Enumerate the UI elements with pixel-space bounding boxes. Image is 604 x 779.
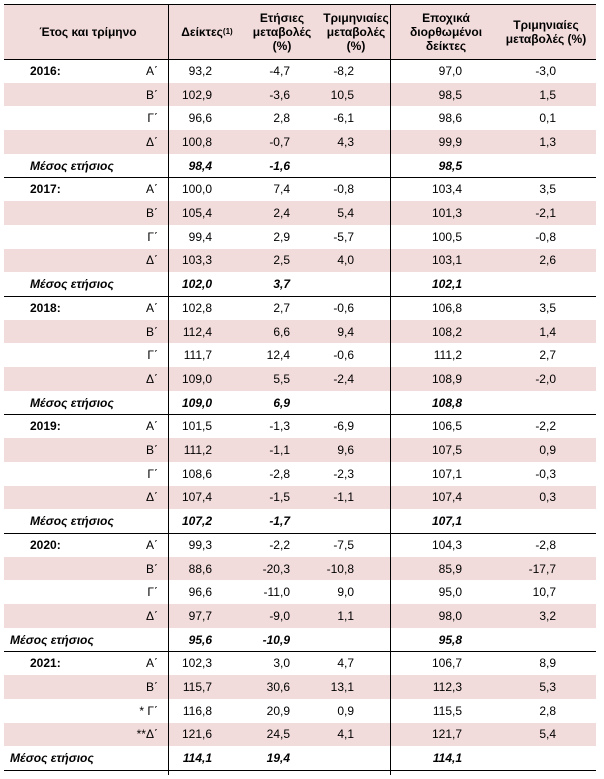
cell-idx: 111,7	[183, 348, 212, 363]
avg-idx: 102,0	[181, 277, 212, 292]
cell-saq: 2,7	[539, 348, 556, 363]
cell-sa: 99,9	[438, 134, 462, 149]
quarter-label: **Δ΄	[136, 727, 158, 742]
cell-saq: -3,0	[535, 63, 556, 78]
cell-sa: 104,3	[431, 537, 462, 552]
table-row	[4, 462, 596, 486]
cell-idx: 99,4	[188, 229, 212, 244]
cell-ann: -2,2	[269, 537, 290, 552]
cell-ann: 2,5	[273, 253, 290, 268]
quarter-label: Β΄	[146, 680, 158, 695]
cell-ann: 2,7	[273, 300, 290, 315]
cell-ann: -3,6	[269, 87, 290, 102]
avg-ann: -1,6	[269, 158, 290, 173]
table-row	[4, 83, 596, 107]
quarter-label: Δ΄	[145, 253, 158, 268]
quarter-label: Γ΄	[147, 348, 158, 363]
table-row	[4, 675, 596, 699]
cell-qtr: 4,0	[337, 253, 354, 268]
quarter-label: Δ΄	[145, 608, 158, 623]
cell-saq: -0,8	[535, 229, 556, 244]
annual-average-row	[4, 154, 596, 179]
table-row	[4, 557, 596, 581]
annual-average-row	[4, 628, 596, 653]
avg-sa: 98,5	[438, 158, 462, 173]
cell-idx: 97,7	[188, 608, 212, 623]
cell-sa: 121,7	[431, 727, 462, 742]
quarter-label: Α΄	[146, 63, 158, 78]
cell-qtr: -0,8	[333, 182, 354, 197]
cell-saq: 2,6	[539, 253, 556, 268]
cell-qtr: 4,1	[337, 727, 354, 742]
cell-qtr: 0,9	[337, 703, 354, 718]
avg-ann: 19,4	[266, 751, 290, 766]
cell-sa: 106,5	[431, 419, 462, 434]
table-header	[4, 4, 596, 60]
divider-line	[390, 4, 391, 775]
header-index-footnote: (1)	[222, 27, 233, 36]
cell-sa: 100,5	[431, 229, 462, 244]
cell-qtr: -5,7	[333, 229, 354, 244]
quarter-label: Δ΄	[145, 134, 158, 149]
cell-ann: -4,7	[269, 63, 290, 78]
table-row	[4, 343, 596, 367]
quarter-label: * Γ΄	[139, 703, 158, 718]
cell-idx: 103,3	[181, 253, 212, 268]
avg-idx: 114,1	[182, 751, 212, 766]
cell-saq: -2,8	[535, 537, 556, 552]
table-row	[4, 130, 596, 154]
cell-saq: -2,2	[535, 419, 556, 434]
cell-ann: 3,0	[273, 656, 290, 671]
cell-saq: -0,3	[535, 466, 556, 481]
cell-qtr: -1,1	[333, 490, 354, 505]
cell-idx: 101,5	[181, 419, 212, 434]
avg-ann: -10,9	[262, 632, 290, 647]
annual-average-label: Μέσος ετήσιος	[10, 632, 94, 647]
table-row	[4, 533, 596, 557]
year-label: 2017:	[30, 182, 61, 197]
avg-idx: 98,4	[188, 158, 212, 173]
cell-saq: 5,4	[539, 727, 556, 742]
cell-saq: 5,3	[539, 680, 556, 695]
table-row	[4, 59, 596, 83]
cell-saq: 1,3	[539, 134, 556, 149]
cell-ann: 20,9	[266, 703, 290, 718]
table-row	[4, 296, 596, 320]
cell-sa: 112,3	[432, 680, 462, 695]
table-row	[4, 106, 596, 130]
cell-qtr: 9,0	[337, 585, 354, 600]
cell-idx: 111,2	[183, 443, 212, 458]
annual-average-label: Μέσος ετήσιος	[10, 751, 94, 766]
cell-idx: 88,6	[188, 561, 212, 576]
table-row	[4, 486, 596, 510]
cell-ann: -11,0	[263, 585, 290, 600]
quarter-label: Α΄	[146, 656, 158, 671]
cell-idx: 109,0	[181, 371, 212, 386]
cell-idx: 102,8	[181, 300, 212, 315]
cell-idx: 105,4	[181, 206, 212, 221]
quarter-label: Β΄	[146, 443, 158, 458]
table-row	[4, 580, 596, 604]
header-quarterly-change: Τριμηνιαίες μεταβολές (%)	[323, 11, 389, 53]
cell-ann: 30,6	[266, 680, 290, 695]
cell-qtr: -2,4	[333, 371, 354, 386]
cell-ann: 24,5	[266, 727, 290, 742]
table-row	[4, 604, 596, 628]
table-row	[4, 415, 596, 439]
cell-saq: 3,2	[539, 608, 556, 623]
cell-saq: 1,5	[539, 87, 556, 102]
cell-idx: 102,3	[181, 656, 212, 671]
cell-saq: 0,1	[539, 111, 556, 126]
cell-ann: -1,5	[269, 490, 290, 505]
cell-qtr: -0,6	[333, 348, 354, 363]
cell-qtr: -7,5	[333, 537, 354, 552]
quarter-label: Δ΄	[145, 371, 158, 386]
cell-qtr: -0,6	[333, 300, 354, 315]
cell-sa: 106,8	[431, 300, 462, 315]
cell-ann: 2,4	[273, 206, 290, 221]
cell-idx: 116,8	[182, 703, 212, 718]
cell-qtr: 4,7	[337, 656, 354, 671]
annual-average-row	[4, 746, 596, 771]
avg-sa: 107,1	[431, 514, 462, 529]
cell-qtr: 4,3	[337, 134, 354, 149]
cell-sa: 98,0	[438, 608, 462, 623]
year-label: 2016:	[30, 63, 61, 78]
cell-idx: 102,9	[181, 87, 212, 102]
avg-idx: 109,0	[181, 395, 212, 410]
cell-qtr: 5,4	[337, 206, 354, 221]
cell-idx: 121,6	[181, 727, 212, 742]
cell-sa: 101,3	[431, 206, 462, 221]
cell-sa: 111,2	[433, 348, 462, 363]
cell-ann: 5,5	[273, 371, 290, 386]
cell-qtr: -10,8	[326, 561, 354, 576]
header-sa-index: Εποχικά διορθωμένοι δείκτες	[409, 11, 483, 53]
cell-ann: 6,6	[273, 324, 290, 339]
table-row	[4, 201, 596, 225]
cell-sa: 95,0	[438, 585, 462, 600]
cell-sa: 108,2	[431, 324, 462, 339]
quarter-label: Α΄	[146, 182, 158, 197]
annual-average-label: Μέσος ετήσιος	[30, 158, 114, 173]
annual-average-label: Μέσος ετήσιος	[30, 395, 114, 410]
cell-qtr: -2,3	[333, 466, 354, 481]
year-label: 2018:	[30, 300, 61, 315]
cell-saq: 1,4	[539, 324, 556, 339]
cell-sa: 103,4	[431, 182, 462, 197]
cell-saq: -2,1	[535, 206, 556, 221]
quarter-label: Β΄	[146, 561, 158, 576]
cell-qtr: 10,5	[330, 87, 354, 102]
header-index	[170, 5, 244, 59]
cell-idx: 93,2	[188, 63, 212, 78]
avg-ann: 6,9	[273, 395, 290, 410]
table-row	[4, 178, 596, 202]
cell-saq: 2,8	[539, 703, 556, 718]
cell-idx: 115,7	[182, 680, 212, 695]
header-index-label: Δείκτες	[181, 25, 223, 39]
cell-idx: 100,0	[181, 182, 212, 197]
cell-ann: 7,4	[273, 182, 290, 197]
avg-sa: 108,8	[431, 395, 462, 410]
cell-sa: 115,5	[432, 703, 462, 718]
cell-qtr: 13,1	[330, 680, 354, 695]
cell-ann: 2,8	[273, 111, 290, 126]
annual-average-row	[4, 509, 596, 534]
quarter-label: Α΄	[146, 537, 158, 552]
annual-average-label: Μέσος ετήσιος	[30, 514, 114, 529]
cell-idx: 99,3	[188, 537, 212, 552]
divider-line	[168, 4, 169, 775]
cell-sa: 103,1	[431, 253, 462, 268]
cell-qtr: 9,6	[337, 443, 354, 458]
cell-qtr: -6,9	[333, 419, 354, 434]
header-year-quarter: Έτος και τρίμηνο	[39, 25, 137, 39]
table-row	[4, 249, 596, 273]
cell-sa: 106,7	[431, 656, 462, 671]
cell-ann: -9,0	[269, 608, 290, 623]
cell-ann: -1,3	[269, 419, 290, 434]
cell-ann: 12,4	[266, 348, 290, 363]
year-label: 2019:	[30, 419, 61, 434]
table-row	[4, 438, 596, 462]
cell-ann: -2,8	[269, 466, 290, 481]
header-sa-quarterly-change: Τριμηνιαίες μεταβολές (%)	[505, 18, 587, 46]
table-row	[4, 699, 596, 723]
cell-sa: 107,5	[431, 443, 462, 458]
cell-idx: 96,6	[188, 111, 212, 126]
cell-saq: 3,5	[539, 182, 556, 197]
header-annual-change: Ετήσιες μεταβολές (%)	[252, 11, 312, 53]
table-row	[4, 225, 596, 249]
quarter-label: Δ΄	[145, 490, 158, 505]
cell-ann: -0,7	[269, 134, 290, 149]
quarter-label: Β΄	[146, 324, 158, 339]
cell-ann: 2,9	[273, 229, 290, 244]
cell-sa: 98,6	[438, 111, 462, 126]
cell-sa: 85,9	[438, 561, 462, 576]
quarter-label: Γ΄	[147, 585, 158, 600]
annual-average-row	[4, 272, 596, 297]
cell-sa: 97,0	[438, 63, 462, 78]
cell-qtr: -8,2	[333, 63, 354, 78]
quarter-label: Α΄	[146, 300, 158, 315]
year-label: 2020:	[30, 537, 61, 552]
avg-sa: 102,1	[431, 277, 462, 292]
cell-idx: 112,4	[182, 324, 212, 339]
cell-sa: 107,1	[431, 466, 462, 481]
cell-saq: 10,7	[532, 585, 556, 600]
avg-ann: -1,7	[269, 514, 290, 529]
cell-sa: 108,9	[431, 371, 462, 386]
cell-sa: 98,5	[438, 87, 462, 102]
table-row	[4, 367, 596, 391]
year-label: 2021:	[30, 656, 61, 671]
quarter-label: Α΄	[146, 419, 158, 434]
cell-saq: 8,9	[539, 656, 556, 671]
avg-sa: 95,8	[438, 632, 462, 647]
avg-sa: 114,1	[432, 751, 462, 766]
cell-saq: -17,7	[528, 561, 556, 576]
cell-saq: -2,0	[535, 371, 556, 386]
cell-idx: 107,4	[181, 490, 212, 505]
quarter-label: Γ΄	[147, 466, 158, 481]
cell-saq: 0,3	[539, 490, 556, 505]
cell-idx: 108,6	[181, 466, 212, 481]
quarter-label: Β΄	[146, 87, 158, 102]
avg-idx: 95,6	[188, 632, 212, 647]
cell-saq: 3,5	[539, 300, 556, 315]
cell-idx: 96,6	[188, 585, 212, 600]
table-row	[4, 320, 596, 344]
table-row	[4, 723, 596, 747]
cell-ann: -20,3	[262, 561, 290, 576]
avg-ann: 3,7	[273, 277, 290, 292]
table-row	[4, 652, 596, 676]
cell-ann: -1,1	[269, 443, 290, 458]
quarter-label: Γ΄	[147, 111, 158, 126]
quarter-label: Β΄	[146, 206, 158, 221]
avg-idx: 107,2	[181, 514, 212, 529]
annual-average-row	[4, 391, 596, 416]
cell-qtr: 9,4	[337, 324, 354, 339]
quarter-label: Γ΄	[147, 229, 158, 244]
cell-saq: 0,9	[539, 443, 556, 458]
cell-sa: 107,4	[431, 490, 462, 505]
cell-idx: 100,8	[181, 134, 212, 149]
cell-qtr: 1,1	[337, 608, 354, 623]
annual-average-label: Μέσος ετήσιος	[30, 277, 114, 292]
cell-qtr: -6,1	[333, 111, 354, 126]
